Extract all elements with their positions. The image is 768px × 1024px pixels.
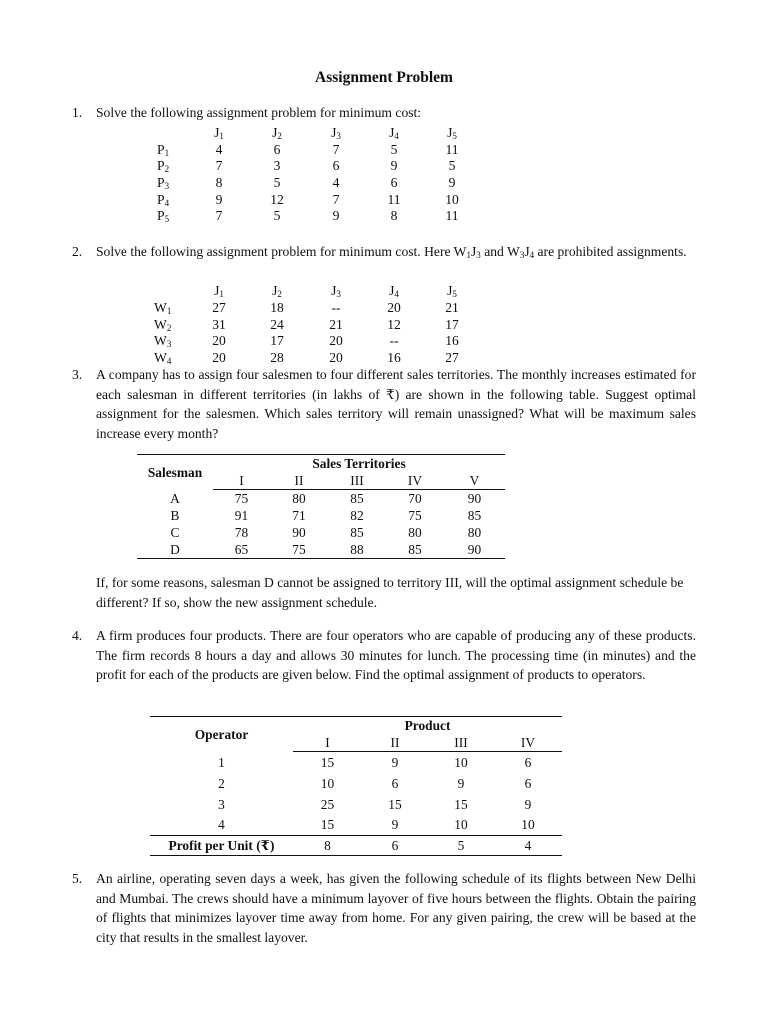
- col-header: I: [293, 734, 362, 752]
- table-cell: 75: [234, 491, 249, 506]
- row-label: $P_2$: [157, 158, 170, 174]
- col-header: $J_2$: [272, 283, 282, 299]
- table-cell: 70: [408, 491, 422, 506]
- matrix-cell: 28: [270, 350, 284, 365]
- question-number: 5.: [72, 871, 83, 886]
- col-header: V: [444, 472, 505, 490]
- col-header: II: [362, 734, 428, 752]
- matrix-cell: 7: [215, 158, 223, 173]
- matrix-cell: 9: [390, 158, 398, 173]
- matrix-cell: 4: [215, 142, 223, 157]
- matrix-cell: 12: [270, 192, 284, 207]
- table-cell: 75: [270, 541, 328, 559]
- table-cell: 90: [467, 491, 482, 506]
- table-cell: 25: [320, 796, 335, 812]
- matrix-cell: 9: [332, 208, 340, 223]
- question-number: 3.: [72, 367, 83, 382]
- page-title: Assignment Problem: [315, 69, 453, 86]
- matrix-cell: 16: [387, 350, 401, 365]
- table-cell: 5: [428, 836, 494, 856]
- matrix-cell: 27: [212, 300, 226, 315]
- question-text: Solve the following assignment problem for minimum cost:: [96, 105, 422, 120]
- row-label: 2: [218, 775, 225, 791]
- table-cell: 10: [428, 815, 494, 836]
- matrix-cell: 5: [390, 142, 398, 157]
- profit-row: [150, 836, 562, 856]
- matrix-cell: 7: [332, 192, 340, 207]
- question-number: 2.: [72, 244, 83, 259]
- matrix-cell: 9: [215, 192, 223, 207]
- question-4: [72, 626, 696, 685]
- table-cell: 71: [292, 508, 306, 523]
- operator-table: [150, 716, 562, 856]
- table-cell: 88: [328, 541, 386, 559]
- row-header: Salesman: [137, 455, 213, 490]
- matrix-cell: 8: [390, 208, 398, 223]
- col-header: $J_4$: [389, 283, 399, 299]
- table-cell: 90: [292, 525, 306, 540]
- row-label: $P_4$: [157, 192, 170, 208]
- col-header: II: [270, 472, 328, 490]
- row-label: 1: [218, 754, 225, 770]
- row-label: $W_2$: [154, 317, 172, 333]
- matrix-cell: 20: [212, 350, 226, 365]
- matrix-cell: 6: [390, 175, 398, 190]
- row-label: 4: [150, 815, 293, 836]
- matrix-cell: --: [389, 333, 399, 348]
- matrix-cell: 10: [445, 192, 459, 207]
- matrix-cell: --: [331, 300, 341, 315]
- matrix-cell: 16: [445, 333, 459, 348]
- matrix-cell: 20: [329, 350, 343, 365]
- table-cell: 9: [524, 796, 532, 812]
- matrix-cell: 5: [273, 208, 281, 223]
- table-cell: 8: [293, 836, 362, 856]
- matrix-cell: 20: [212, 333, 226, 348]
- table-cell: 6: [362, 836, 428, 856]
- row-label: $P_5$: [157, 208, 170, 224]
- followup-text: If, for some reasons, salesman D cannot be assigned to territory III, will the optimal assignment schedule be different? If so, show the new assignment schedule.: [96, 575, 684, 610]
- matrix-cell: 31: [212, 317, 226, 332]
- table-cell: 15: [454, 796, 468, 812]
- col-header: I: [213, 472, 270, 490]
- table-cell: 85: [386, 541, 444, 559]
- table-cell: 91: [234, 508, 249, 523]
- matrix-cell: 24: [270, 317, 284, 332]
- col-header: III: [328, 472, 386, 490]
- table-cell: 6: [524, 754, 532, 770]
- matrix-cell: 7: [332, 142, 340, 157]
- matrix-cell: 20: [329, 333, 343, 348]
- matrix-cell: 7: [215, 208, 223, 223]
- matrix-cell: 21: [445, 300, 459, 315]
- matrix-cell: 6: [332, 158, 340, 173]
- table-row: [137, 541, 505, 559]
- table-cell: 82: [350, 508, 364, 523]
- table-cell: 15: [320, 754, 335, 770]
- col-header: $J_2$: [272, 125, 282, 141]
- row-label: 3: [218, 796, 225, 812]
- question-3: [72, 365, 696, 443]
- matrix-cell: 11: [445, 142, 459, 157]
- matrix-cell: 9: [448, 175, 456, 190]
- table-cell: 90: [444, 541, 505, 559]
- row-label: $P_1$: [157, 142, 170, 158]
- sales-table: [137, 454, 505, 559]
- table-cell: 85: [467, 508, 482, 523]
- table-cell: 6: [391, 775, 399, 791]
- table-row: [150, 773, 562, 794]
- question-text: An airline, operating seven days a week, has given the following schedule of its flights between New Delhi and Mumbai. The crews should have a minimum layover of five hours between the flights. Obtain the pairing of flights that minimizes layover time away from home. For any given pairing, the crew will be based at the city that results in the smallest layover.: [96, 871, 696, 945]
- matrix-cell: 4: [332, 175, 340, 190]
- table-cell: 6: [524, 775, 532, 791]
- table-cell: 10: [454, 754, 468, 770]
- row-label: $W_3$: [154, 333, 172, 349]
- matrix-cell: 11: [387, 192, 401, 207]
- col-header: $J_5$: [447, 283, 457, 299]
- table-cell: 10: [320, 775, 335, 791]
- table-cell: 15: [293, 815, 362, 836]
- matrix-cell: 27: [445, 350, 459, 365]
- row-label: C: [170, 525, 180, 540]
- table-cell: 80: [408, 525, 422, 540]
- matrix-cell: 8: [215, 175, 223, 190]
- table-cell: 10: [494, 815, 562, 836]
- profit-label: Profit per Unit (₹): [150, 836, 293, 856]
- question-5: [72, 869, 696, 947]
- matrix-cell: 17: [445, 317, 459, 332]
- matrix-cell: 17: [270, 333, 284, 348]
- matrix-cell: 18: [270, 300, 284, 315]
- matrix-cell: 12: [387, 317, 401, 332]
- col-header: $J_4$: [389, 125, 399, 141]
- table-cell: 80: [292, 491, 306, 506]
- question-text: Solve the following assignment problem for minimum cost. Here $W_1J_3$ and $W_3J_4$ are prohibited assignments.: [96, 244, 687, 260]
- question-3-followup: [72, 573, 696, 612]
- col-header: $J_5$: [447, 125, 457, 141]
- question-text: A firm produces four products. There are four operators who are capable of producing any of these products. The firm records 8 hours a day and allows 30 minutes for lunch. The processing time (in minutes) and the profit for each of the products are given below. Find the optimal assignment of products to operators.: [96, 628, 696, 682]
- col-header: $J_3$: [331, 283, 341, 299]
- table-row: [150, 752, 562, 773]
- matrix-cell: 3: [273, 158, 281, 173]
- matrix-cell: 5: [273, 175, 281, 190]
- table-cell: 85: [350, 525, 364, 540]
- row-header: Operator: [150, 717, 293, 752]
- row-label: $P_3$: [157, 175, 170, 191]
- matrix-cell: 11: [445, 208, 459, 223]
- matrix-cell: 20: [387, 300, 401, 315]
- col-header: $J_1$: [214, 125, 224, 141]
- table-row: [150, 794, 562, 815]
- row-label: $W_4$: [154, 350, 172, 366]
- question-number: 4.: [72, 628, 83, 643]
- table-cell: 65: [213, 541, 270, 559]
- question-2: [72, 242, 696, 262]
- row-label: D: [137, 541, 213, 559]
- table-cell: 4: [494, 836, 562, 856]
- matrix-cell: 21: [329, 317, 343, 332]
- table-cell: 9: [391, 754, 399, 770]
- table-cell: 15: [388, 796, 402, 812]
- table-row: [137, 490, 505, 508]
- table-cell: 78: [234, 525, 249, 540]
- row-label: $W_1$: [154, 300, 172, 316]
- matrix-cell: 5: [448, 158, 456, 173]
- table-row: [150, 815, 562, 836]
- table-cell: 9: [362, 815, 428, 836]
- table-cell: 75: [408, 508, 422, 523]
- col-header: IV: [386, 472, 444, 490]
- col-header: IV: [494, 734, 562, 752]
- col-header: $J_3$: [331, 125, 341, 141]
- group-header: Sales Territories: [213, 455, 505, 473]
- question-1: [72, 103, 696, 123]
- table-cell: 85: [350, 491, 364, 506]
- table-cell: 80: [467, 525, 482, 540]
- group-header: Product: [293, 717, 562, 735]
- col-header: III: [428, 734, 494, 752]
- table-row: [137, 524, 505, 541]
- question-text: A company has to assign four salesmen to four different sales territories. The monthly increases estimated for each salesman in different territories (in lakhs of ₹) are shown in the following table. Suggest optimal assignment for the salesmen. Which sales territory will remain unassigned? What will be maximum sales increase every month?: [96, 367, 696, 441]
- matrix-cell: 6: [273, 142, 281, 157]
- table-cell: 9: [457, 775, 465, 791]
- question-number: 1.: [72, 105, 83, 120]
- col-header: $J_1$: [214, 283, 224, 299]
- table-row: [137, 507, 505, 524]
- row-label: B: [170, 508, 180, 523]
- row-label: A: [170, 490, 180, 506]
